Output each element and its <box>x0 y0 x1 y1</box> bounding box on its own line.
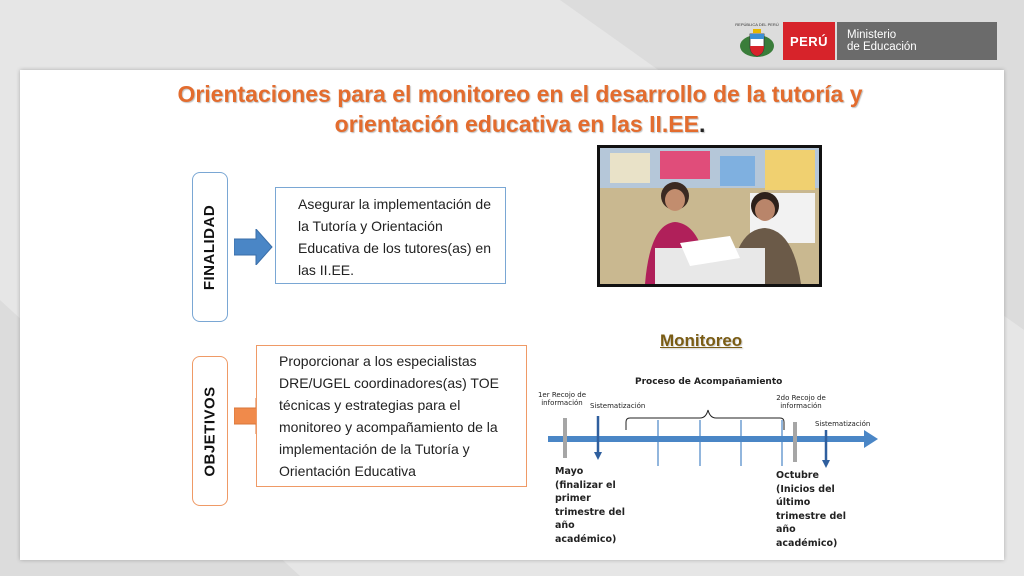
slide-title <box>170 79 870 139</box>
monitoreo-heading: Monitoreo <box>660 331 743 350</box>
ministry-line-2: de Educación <box>847 41 917 53</box>
ministry-logo <box>837 22 997 60</box>
may-note-line: Mayo <box>555 466 584 477</box>
october-note-line: trimestre del <box>776 510 846 522</box>
objetivos-textbox: Proporcionar a los especialistas DRE/UGEL coordinadores(as) TOE técnicas y estrategias para el monitoreo y acompañamiento de la implementación de la Tutoría y Orientación Educativa <box>256 345 527 487</box>
first-collection-line: 1er Recojo de <box>537 391 587 399</box>
second-collection-label <box>772 394 830 410</box>
october-note-line: (Inicios del <box>776 483 835 495</box>
first-collection-marker <box>563 418 567 458</box>
finalidad-label <box>192 172 228 322</box>
objetivos-label <box>192 356 228 506</box>
finalidad-textbox: Asegurar la implementación de la Tutoría y Orientación Educativa de los tutores(as) en las II.EE. <box>275 187 506 284</box>
process-brace <box>626 410 784 430</box>
may-note-line: año <box>555 520 575 531</box>
first-collection-line: información <box>541 399 583 407</box>
finalidad-label-text: FINALIDAD <box>201 204 219 290</box>
classroom-photo <box>597 145 822 287</box>
october-note-line: Octubre <box>776 470 819 481</box>
systematization-2-label: Sistematización <box>815 420 871 428</box>
october-note-line: académico) <box>776 537 838 549</box>
objetivos-label-text: OBJETIVOS <box>201 385 219 477</box>
second-collection-line: información <box>780 402 822 410</box>
may-note-line: académico) <box>555 533 617 545</box>
shield-caption: REPÚBLICA DEL PERÚ <box>735 22 779 27</box>
systematization-1-label: Sistematización <box>590 402 646 410</box>
ministry-line-1: Ministerio <box>847 29 897 41</box>
may-note-line: (finalizar el <box>555 479 616 491</box>
timeline-axis <box>548 436 866 442</box>
second-collection-marker <box>793 422 797 462</box>
peru-logo: PERÚ <box>783 22 835 60</box>
slide-title-text: Orientaciones para el monitoreo en el desarrollo de la tutoría y orientación educativa en las II.EE <box>177 81 863 137</box>
slide-title-period: . <box>698 111 706 137</box>
first-collection-label <box>534 391 590 407</box>
process-timeline <box>530 372 890 557</box>
october-note <box>776 469 856 550</box>
timeline-arrowhead-icon <box>864 430 878 448</box>
finalidad-arrow-icon <box>234 229 274 265</box>
may-note-line: primer <box>555 493 591 504</box>
national-shield-icon <box>738 24 776 62</box>
october-note-line: año <box>776 524 796 535</box>
may-note <box>555 465 635 546</box>
second-collection-line: 2do Recojo de <box>776 394 826 402</box>
process-title: Proceso de Acompañamiento <box>635 377 783 387</box>
classroom-photo-image <box>600 148 819 284</box>
october-note-line: último <box>776 497 811 508</box>
may-note-line: trimestre del <box>555 506 625 518</box>
